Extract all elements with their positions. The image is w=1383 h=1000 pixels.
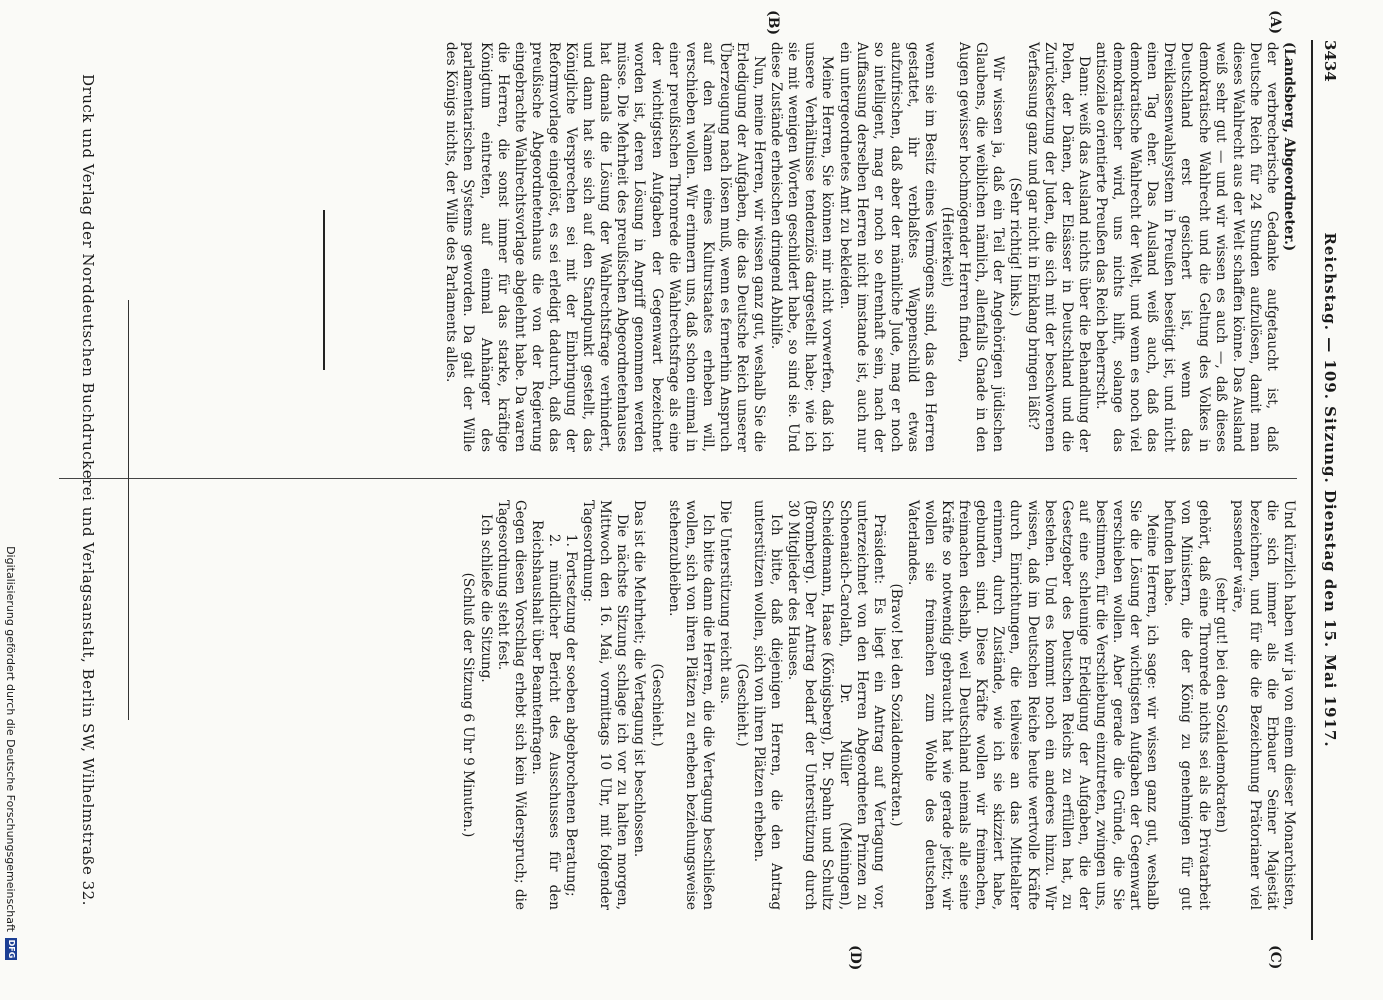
paragraph: Meine Herren, ich sage: wir wissen ganz gut, weshalb Sie die Lösung der wichtigsten Aufgaben der Gegenwart verschieben wollen. Aber gerade die Gründe, die Sie bestimmen, für die Verschiebung einzutreten, zwingen uns, auf eine schleunige Erledigung der Aufgaben, die der Gesetzgeber des Deutschen Reichs zu erfüllen hat, zu bestehen. Und es kommt noch ein anderes hinzu. Wir wissen, daß im Deutschen Reiche heute wertvolle Kräfte durch Einrichtungen, die teilweise an das Mittelalter erinnern, durch Zustände, wie ich sie skizziert habe, gebunden sind. Diese Kräfte wollen wir freimachen, freimachen deshalb, weil Deutschland niemals alle seine Kräfte so notwendig gebraucht hat wie gerade jetzt; wir wollen sie freimachen zum Wohle des deutschen Vaterlandes. — [904, 500, 1161, 910]
paragraph: Das ist die Mehrheit; die Vertagung ist beschlossen. — [631, 500, 648, 858]
interjection: (sehr gut! bei den Sozialdemokraten) — [1212, 577, 1229, 833]
interjection: (Geschieht.) — [734, 663, 750, 747]
right-column — [442, 42, 1297, 452]
marker-c: (C) — [1267, 945, 1283, 970]
page-title: Reichstag. — 109. Sitzung. Dienstag den 15. Mai 1917. — [1321, 232, 1339, 748]
paragraph: Gegen diesen Vorschlag erhebt sich kein Widerspruch; die Tagesordnung steht fest. — [494, 500, 528, 910]
paragraph: Wir wissen ja, daß ein Teil der Angehörigen jüdischen Glaubens, die weiblichen nämlich, allenfalls Gnade in den Augen gewisser hochmögender Herren finden, — [956, 42, 1007, 452]
president-statement: Präsident: Es liegt ein Antrag auf Vertagung vor, unterzeichnet von den Herren Abgeordneten Prinzen zu Schoenaich-Carolath, Dr. Müller (Meiningen), Scheidemann, Haase (Königsberg), Dr. Spahn und Schultz (Bromberg). Der Antrag bedarf der Unterstützung durch 30 Mitglieder des Hauses. — [785, 500, 887, 910]
agenda-item: 1. Fortsetzung der soeben abgebrochenen Beratung; — [563, 534, 580, 897]
paragraph: Dann: weiß das Ausland nichts über die Behandlung der Polen, der Dänen, der Elsässer in Deutschland und die Zurücksetzung der Juden, die sich mit der beschworenen Verfassung ganz und gar nicht in Einklang bringen läßt? — [1024, 42, 1092, 452]
column-divider — [59, 478, 1297, 479]
paragraph: Ich bitte, daß diejenigen Herren, die den Antrag unterstützen wollen, sich von ihren Plätzen erheben. — [751, 500, 785, 910]
paragraph: Nun, meine Herren, wir wissen ganz gut, weshalb Sie die Erledigung der Aufgaben, die das Deutsche Reich unserer Überzeugung nach lösen muß, wenn es fernerhin Anspruch auf den Namen eines Kulturstaates erheben will, verschieben wollen. Wir erinnern uns, daß schon einmal in einer preußischen Thronrede die Wahlrechtsfrage als eine der wichtigsten Aufgaben der Gegenwart bezeichnet worden ist, deren Lösung in Angriff genommen werden müsse. Die Mehrheit des preußischen Abgeordnetenhauses hat damals die Lösung der Wahlrechtsfrage verhindert, und dann hat sie sich auf den Standpunkt gestellt, das Königliche Versprechen sei mit der Einbringung der Reformvorlage eingelöst, es sei erledigt dadurch, daß das preußische Abgeordnetenhaus die von der Regierung eingebrachte Wahlrechtsvorlage abgelehnt habe. Da waren die Herren, die sonst immer für das starke, kräftige Königtum eintreten, auf einmal Anhänger des parlamentarischen Systems geworden. Da galt der Wille des Königs nichts, der Wille des Parlaments alles. — [443, 42, 768, 452]
footer-rule — [128, 300, 129, 720]
interjection: (Geschieht.) — [648, 663, 665, 747]
paragraph: wenn sie im Besitz eines Vermögens sind, das den Herren gestattet, ihr verblaßtes Wappenschild etwas aufzufrischen, daß aber der männliche Jude, mag er noch so intelligent, mag er noch so ehrenhaft sein, nach der Auffassung derselben Herren nicht imstande ist, auch nur ein untergeordnetes Amt zu bekleiden. — [836, 42, 939, 452]
page-header — [1317, 40, 1339, 940]
paragraph: Die Unterstützung reicht aus. — [716, 500, 733, 704]
speaker-label: (Landsberg, Abgeordneter.) — [1281, 42, 1297, 252]
marker-a: (A) — [1267, 10, 1283, 35]
agenda-item: 2. mündlicher Bericht des Ausschusses für den Reichshaushalt über Beamtenfragen. — [528, 520, 562, 910]
digitization-note: Digitalisierung gefördert durch die Deutsche Forschungsgemeinschaft — [4, 546, 18, 932]
interjection: (Bravo! bei den Sozialdemokraten.) — [887, 583, 904, 827]
header-rule — [1311, 40, 1313, 940]
paragraph: Ich schließe die Sitzung. — [477, 514, 494, 683]
dfg-logo-icon: DFG — [7, 939, 16, 959]
marker-b: (B) — [765, 10, 781, 36]
paragraph: Meine Herren, Sie können mir nicht vorwerfen, daß ich unsere Verhältnisse tendenziös dargestellt habe; wie ich sie mit wenigen Worten geschildert habe, so sind sie. Und diese Zustände erheischen dringend Abhilfe. — [768, 42, 836, 452]
paragraph: gehört, daß eine Thronrede nichts sei als die Privatarbeit von Ministern, die der König zu genehmigen für gut befunden habe. — [1161, 500, 1212, 910]
page-number: 3434 — [1321, 40, 1339, 82]
interjection: (Heiterkeit) — [939, 206, 956, 288]
paragraph: Und kürzlich haben wir ja von einem dieser Monarchisten, die sich immer als die Erbauer Seiner Majestät bezeichnen, und für die die Bezeichnung Prätorianer viel passender wäre, — [1229, 500, 1297, 910]
interjection: (Sehr richtig! links.) — [1007, 177, 1024, 317]
paragraph: der verbrecherische Gedanke aufgetaucht ist, daß Deutsche Reich für 24 Stunden aufzulösen, damit man dieses Wahlrecht aus der Welt schaffen könne. Das Ausland weiß sehr gut — und wir wissen es auch —, daß dieses demokratische Wahlrecht und die Geltung des Volkes in Deutschland erst gesichert ist, wenn das Dreiklassenwahlsystem in Preußen beseitigt ist, und nicht einen Tag eher. Das Ausland weiß auch, daß das demokratische Wahlrecht der Welt, und wenn es noch viel demokratischer wird, uns nichts hilft, solange das antisoziale orientierte Preußen das Reich beherrscht. — [1092, 42, 1280, 452]
digitization-credit — [3, 0, 19, 960]
printer-imprint: Druck und Verlag der Norddeutschen Buchdruckerei und Verlagsanstalt, Berlin SW, Wilhelmstraße 32. — [79, 74, 97, 906]
section-end-rule — [323, 210, 325, 370]
paragraph: Ich bitte dann die Herren, die die Vertagung beschließen wollen, sich von ihren Plätzen zu erheben beziehungsweise stehenzubleiben. — [665, 500, 716, 910]
left-column — [459, 500, 1297, 910]
marker-d: (D) — [847, 945, 863, 971]
paragraph: Die nächste Sitzung schlage ich vor zu halten morgen, Mittwoch den 16. Mai, vormittags 10 Uhr, mit folgender Tagesordnung: — [580, 500, 631, 910]
session-end-note: (Schluß der Sitzung 6 Uhr 9 Minuten.) — [460, 572, 477, 838]
